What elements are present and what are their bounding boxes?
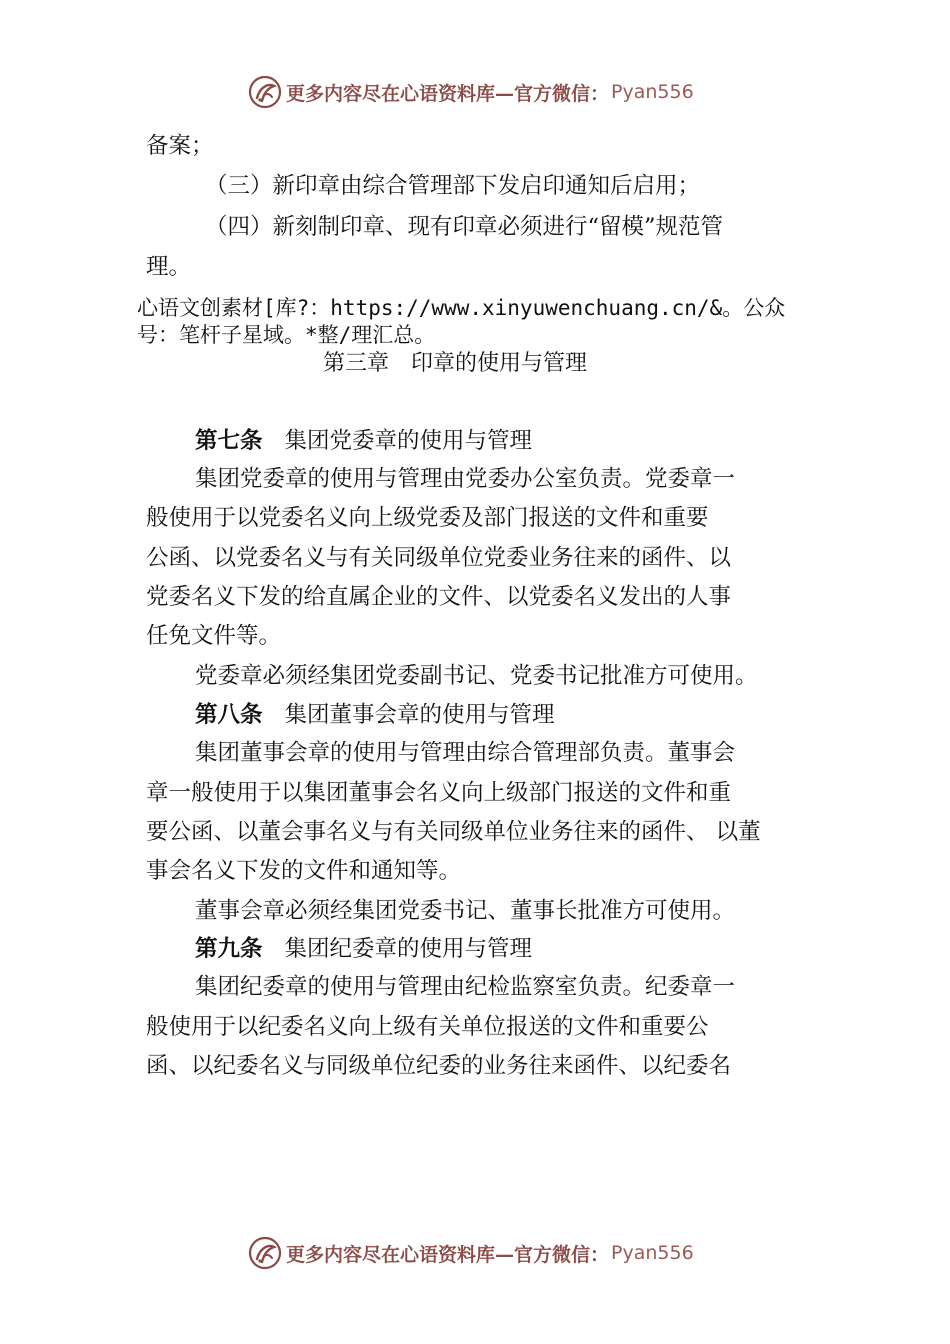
watermark-line: 号：笔杆子星域。*整/理汇总。 xyxy=(137,323,436,347)
article-title: 集团党委章的使用与管理 xyxy=(284,428,533,454)
text-line: 党委章必须经集团党委副书记、党委书记批准方可使用。 xyxy=(195,663,758,689)
text-line: 党委名义下发的给直属企业的文件、以党委名义发出的人事 xyxy=(146,584,732,610)
text-line: 董事会章必须经集团党委书记、董事长批准方可使用。 xyxy=(195,898,736,924)
footer-banner-text: 更多内容尽在心语资料库—官方微信： xyxy=(286,1243,610,1266)
text-line: 般使用于以党委名义向上级党委及部门报送的文件和重要 xyxy=(146,505,709,531)
article-title: 集团董事会章的使用与管理 xyxy=(284,702,555,728)
watermark-line: 心语文创素材[库?：https://www.xinyuwenchuang.cn/&。公众 xyxy=(137,296,786,320)
header-wechat-id: Pyan556 xyxy=(611,81,694,103)
article-heading xyxy=(195,933,532,965)
header-banner xyxy=(248,72,748,112)
text-line: 要公函、以董会事名义与有关同级单位业务往来的函件、 以董 xyxy=(146,819,761,845)
text-line: 任免文件等。 xyxy=(146,623,282,649)
article-number: 第九条 xyxy=(195,936,263,962)
text-line: 章一般使用于以集团董事会名义向上级部门报送的文件和重 xyxy=(146,780,732,806)
chapter-title: 第三章 印章的使用与管理 xyxy=(323,351,588,376)
text-line: 集团董事会章的使用与管理由综合管理部负责。董事会 xyxy=(195,740,736,766)
article-title: 集团纪委章的使用与管理 xyxy=(284,936,533,962)
brand-logo-icon xyxy=(248,1236,282,1270)
text-line: 集团党委章的使用与管理由党委办公室负责。党委章一 xyxy=(195,466,736,492)
text-line: 公函、以党委名义与有关同级单位党委业务往来的函件、以 xyxy=(146,545,732,571)
article-heading xyxy=(195,425,532,457)
text-line: （四）新刻制印章、现有印章必须进行“留模”规范管 xyxy=(205,214,724,240)
text-line: 事会名义下发的文件和通知等。 xyxy=(146,858,462,884)
header-banner-text: 更多内容尽在心语资料库—官方微信： xyxy=(286,82,610,105)
article-heading xyxy=(195,699,555,731)
footer-wechat-id: Pyan556 xyxy=(611,1242,694,1264)
article-number: 第八条 xyxy=(195,702,263,728)
text-line: 备案； xyxy=(146,133,214,159)
text-line: 般使用于以纪委名义向上级有关单位报送的文件和重要公 xyxy=(146,1014,709,1040)
text-line: 集团纪委章的使用与管理由纪检监察室负责。纪委章一 xyxy=(195,974,736,1000)
article-number: 第七条 xyxy=(195,428,263,454)
footer-banner xyxy=(248,1233,748,1273)
text-line: （三）新印章由综合管理部下发启印通知后启用； xyxy=(205,173,701,199)
text-line: 理。 xyxy=(146,254,192,280)
brand-logo-icon xyxy=(248,75,282,109)
text-line: 函、以纪委名义与同级单位纪委的业务往来函件、以纪委名 xyxy=(146,1053,732,1079)
